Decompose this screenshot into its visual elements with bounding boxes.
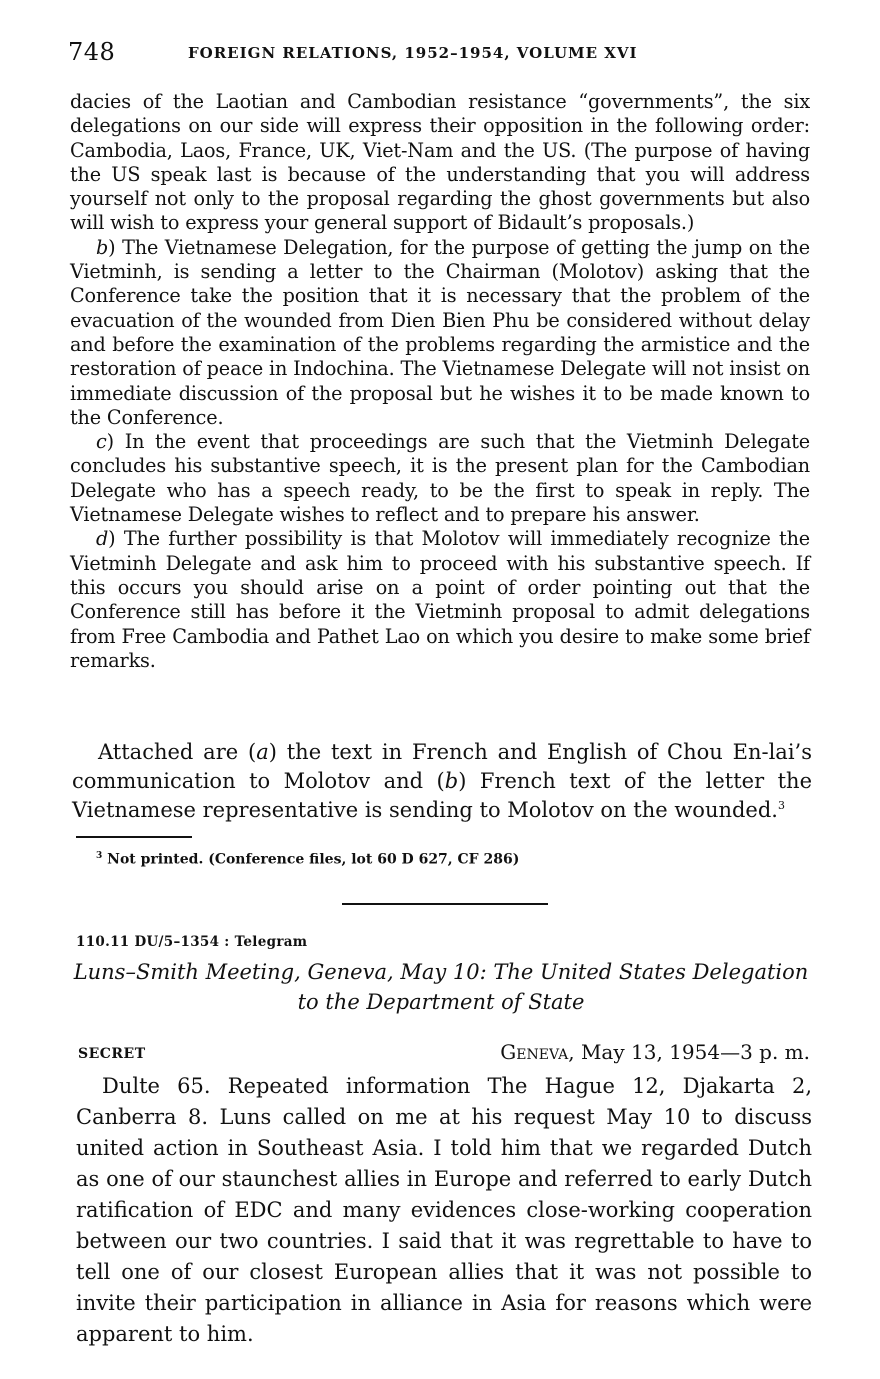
document-title [70, 957, 812, 1017]
footnote [96, 851, 519, 868]
item-d-letter: d [96, 527, 109, 551]
item-c: c) In the event that proceedings are such that the Vietminh Delegate concludes his substantive speech, it is the present plan for the Cambodian Delegate who has a speech ready, to be the first to speak in reply. The Vietnamese Delegate wishes to reflect and to prepare his answer. [70, 430, 810, 527]
dateline [500, 1040, 810, 1064]
page-number: 748 [68, 38, 116, 66]
running-head [68, 38, 810, 68]
item-d: d) The further possibility is that Molotov will immediately recognize the Vietminh Delegate and ask him to proceed with his substantive speech. If this occurs you should arise on a point of order pointing out that the Conference still has before it the Vietminh proposal to admit delegations from Free Cambodia and Pathet Lao on which you desire to make some brief remarks. [70, 527, 810, 672]
item-b: b) The Vietnamese Delegation, for the purpose of getting the jump on the Vietminh, is sending a letter to the Chairman (Molotov) asking that the Conference take the position that it is necessary that the problem of the evacuation of the wounded from Dien Bien Phu be considered without delay and before the examination of the problems regarding the armistice and the restoration of peace in Indochina. The Vietnamese Delegate will not insist on immediate discussion of the proposal but he wishes it to be made known to the Conference. [70, 235, 810, 429]
item-d-text: The further possibility is that Molotov will immediately recognize the Vietminh Delegate and ask him to proceed with his substantive speech. If this occurs you should arise on a point of order pointing out that the Conference still has before it the Vietminh proposal to admit delegations from Free Cambodia and Pathet Lao on which you desire to make some brief remarks. [70, 527, 810, 672]
document-title-line-1: Luns–Smith Meeting, Geneva, May 10: The United States Delegation [73, 960, 809, 984]
section-separator [342, 903, 548, 905]
attached-text-3: ) French text of the letter the Vietnamese representative is sending to Molotov on the wounded. [72, 769, 813, 822]
attachments-paragraph [72, 738, 812, 825]
footnote-text: Not printed. (Conference files, lot 60 D 627, CF 286) [107, 851, 520, 868]
attached-letter-a: a [256, 740, 269, 764]
document-title-line-2: to the Department of State [297, 990, 585, 1014]
dateline-place: Geneva [500, 1040, 569, 1064]
footnote-ref: 3 [777, 799, 785, 812]
item-c-letter: c [96, 430, 107, 454]
item-b-letter: b [96, 235, 109, 259]
running-title: FOREIGN RELATIONS, 1952–1954, VOLUME XVI [188, 44, 638, 62]
dateline-date: , May 13, 1954—3 p. m. [568, 1040, 810, 1064]
file-reference: 110.11 DU/5–1354 : Telegram [76, 934, 308, 950]
footnote-marker: 3 [96, 851, 103, 861]
memo-continuation [70, 90, 810, 673]
classification-label: SECRET [78, 1046, 146, 1062]
attached-letter-b: b [444, 769, 459, 793]
item-b-text: The Vietnamese Delegation, for the purpose of getting the jump on the Vietminh, is sending a letter to the Chairman (Molotov) asking that the Conference take the position that it is necessary that the problem of the evacuation of the wounded from Dien Bien Phu be considered without delay and before the examination of the problems regarding the armistice and the restoration of peace in Indochina. The Vietnamese Delegate will not insist on immediate discussion of the proposal but he wishes it to be made known to the Conference. [70, 235, 810, 429]
continuation-paragraph: dacies of the Laotian and Cambodian resistance “governments”, the six delegations on our side will express their opposition in the following order: Cambodia, Laos, France, UK, Viet-Nam and the US. (The purpose of having the US speak last is because of the understanding that you will address yourself not only to the proposal regarding the ghost governments but also will wish to express your general support of Bidault’s proposals.) [70, 90, 810, 235]
attached-text-1: Attached are ( [98, 740, 257, 764]
attached-text-2: ) the text in French and English of Chou En-lai’s communication to Molotov and ( [72, 740, 812, 793]
item-c-text: In the event that proceedings are such that the Vietminh Delegate concludes his substantive speech, it is the present plan for the Cambodian Delegate who has a speech ready, to be the first to speak in reply. The Vietnamese Delegate wishes to reflect and to prepare his answer. [70, 430, 810, 527]
footnote-rule [76, 836, 192, 838]
telegram-body: Dulte 65. Repeated information The Hague 12, Djakarta 2, Canberra 8. Luns called on me at his request May 10 to discuss united action in Southeast Asia. I told him that we regarded Dutch as one of our staunchest allies in Europe and referred to early Dutch ratification of EDC and many evidences close-working cooperation between our two countries. I said that it was regrettable to have to tell one of our closest European allies that it was not possible to invite their participation in alliance in Asia for reasons which were apparent to him. [76, 1074, 812, 1346]
